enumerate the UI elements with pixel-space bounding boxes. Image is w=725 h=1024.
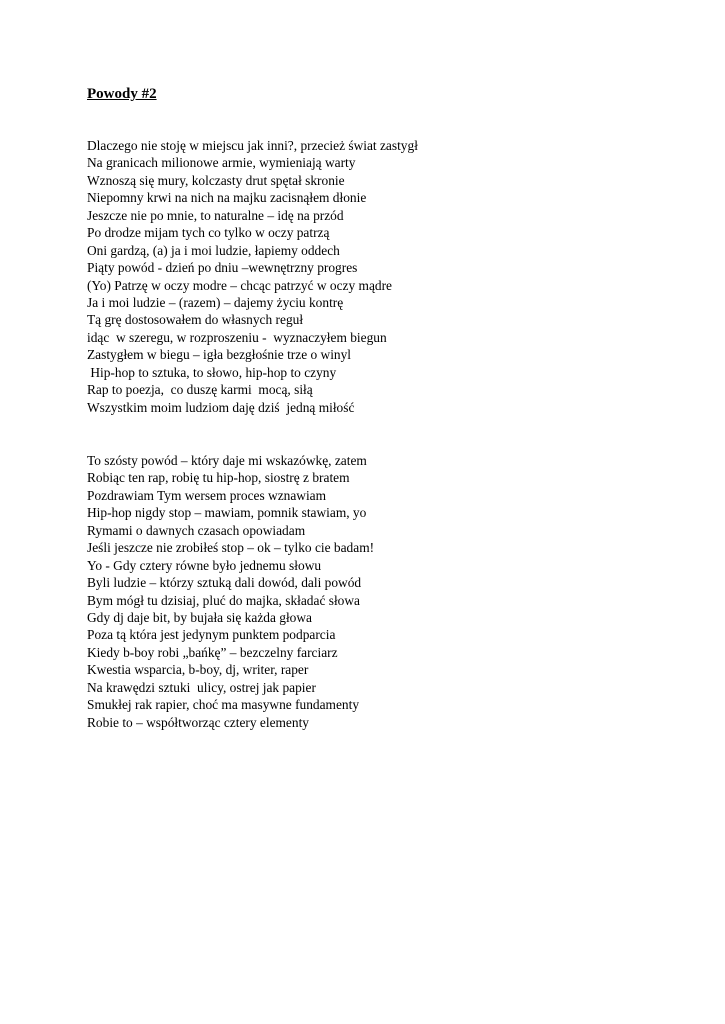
stanza-2 [87,452,374,731]
verse-line: Robie to – współtworząc cztery elementy [87,714,309,730]
stanza-1 [87,137,418,416]
verse-line: Rap to poezja, co duszę karmi mocą, siłą [87,382,313,398]
verse-line: Ja i moi ludzie – (razem) – dajemy życiu kontrę [87,294,344,310]
verse-line: Oni gardzą, (a) ja i moi ludzie, łapiemy oddech [87,242,340,258]
verse-line: Wszystkim moim ludziom daję dziś jedną miłość [87,399,355,415]
verse-line: Bym mógł tu dzisiaj, pluć do majka, składać słowa [87,592,360,608]
verse-line: Rymami o dawnych czasach opowiadam [87,522,306,538]
verse-line: Hip-hop to sztuka, to słowo, hip-hop to czyny [87,364,337,380]
verse-line: Jeśli jeszcze nie zrobiłeś stop – ok – tylko cie badam! [87,540,375,556]
verse-line: Smukłej rak rapier, choć ma masywne fundamenty [87,697,360,713]
verse-line: Jeszcze nie po mnie, to naturalne – idę na przód [87,207,344,223]
verse-line: Dlaczego nie stoję w miejscu jak inni?, przecież świat zastygł [87,138,418,153]
verse-line: Yo - Gdy cztery równe było jednemu słowu [87,557,322,573]
verse-line: Tą grę dostosowałem do własnych reguł [87,312,304,328]
verse-line: Zastygłem w biegu – igła bezgłośnie trze o winyl [87,347,352,363]
verse-line: To szósty powód – który daje mi wskazówkę, zatem [87,453,367,468]
verse-line: Byli ludzie – którzy sztuką dali dowód, dali powód [87,575,362,591]
verse-line: Niepomny krwi na nich na majku zacisnąłem dłonie [87,190,367,206]
verse-line: Pozdrawiam Tym wersem proces wznawiam [87,487,327,503]
verse-line: Robiąc ten rap, robię tu hip-hop, siostrę z bratem [87,470,350,486]
verse-line: Po drodze mijam tych co tylko w oczy patrzą [87,225,330,241]
verse-line: Wznoszą się mury, kolczasty drut spętał skronie [87,172,345,188]
verse-line: (Yo) Patrzę w oczy modre – chcąc patrzyć w oczy mądre [87,277,393,293]
verse-line: Na granicach milionowe armie, wymieniają warty [87,155,356,171]
verse-line: Kiedy b-boy robi „bańkę” – bezczelny farciarz [87,644,338,660]
verse-line: Poza tą która jest jedynym punktem podparcia [87,627,336,643]
document-title: Powody #2 [87,86,157,102]
verse-line: Kwestia wsparcia, b-boy, dj, writer, raper [87,662,309,678]
verse-line: Piąty powód - dzień po dniu –wewnętrzny progres [87,260,358,276]
verse-line: idąc w szeregu, w rozproszeniu - wyznaczyłem biegun [87,329,387,345]
verse-line: Na krawędzi sztuki ulicy, ostrej jak papier [87,679,316,695]
verse-line: Hip-hop nigdy stop – mawiam, pomnik stawiam, yo [87,505,367,521]
verse-line: Gdy dj daje bit, by bujała się każda głowa [87,609,312,625]
